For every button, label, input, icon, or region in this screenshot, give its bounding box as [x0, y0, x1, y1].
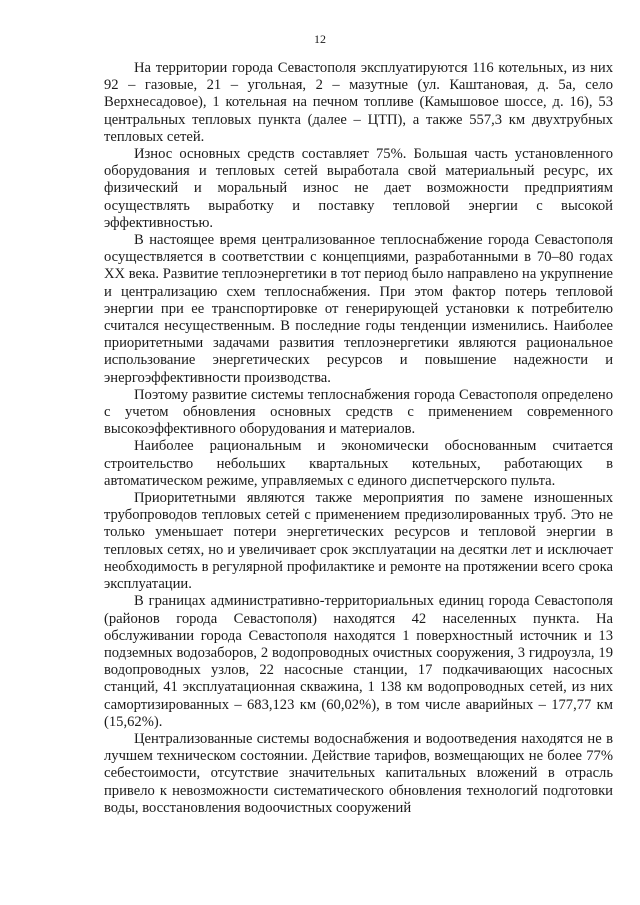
paragraph: На территории города Севастополя эксплуатируются 116 котельных, из них 92 – газовые, 21 – угольная, 2 – мазутные (ул. Каштановая, д. 5а, село Верхнесадовое), 1 котельная на печном топливе (Камышовое шоссе, д. 16), 53 центральных тепловых пункта (далее – ЦТП), а также 557,3 км двухтрубных тепловых сетей.: [104, 60, 613, 145]
paragraph: Наиболее рациональным и экономически обоснованным считается строительство небольших квартальных котельных, работающих в автоматическом режиме, управляемых с единого диспетчерского пульта.: [104, 438, 613, 489]
paragraph: Поэтому развитие системы теплоснабжения города Севастополя определено с учетом обновления основных средств с применением современного высокоэффективного оборудования и материалов.: [104, 386, 613, 438]
body-text: [104, 60, 613, 817]
page-number: 12: [314, 32, 326, 46]
paragraph: Приоритетными являются также мероприятия по замене изношенных трубопроводов тепловых сетей с применением предизолированных труб. Это не только уменьшает потери энергетических ресурсов и тепловой энергии в тепловых сетях, но и увеличивает срок эксплуатации на десятки лет и исключает необходимость в регулярной профилактике и ремонте на протяжении всего срока эксплуатации.: [104, 490, 613, 593]
paragraph: Износ основных средств составляет 75%. Большая часть установленного оборудования и тепловых сетей выработала свой материальный ресурс, их физический и моральный износ не дает возможности предприятиям осуществлять выработку и поставку тепловой энергии с высокой эффективностью.: [104, 146, 613, 231]
paragraph: В настоящее время централизованное теплоснабжение города Севастополя осуществляется в соответствии с концепциями, разработанными в 70–80 годах XX века. Развитие теплоэнергетики в тот период было направлено на укрупнение и централизацию схем теплоснабжения. При этом фактор потерь тепловой энергии при ее транспортировке от генерирующей установки к потребителю считался несущественным. В последние годы тенденции изменились. Наиболее приоритетными задачами развития теплоэнергетики являются рациональное использование энергетических ресурсов и повышение надежности и энергоэффективности производства.: [104, 232, 613, 386]
paragraph: В границах административно-территориальных единиц города Севастополя (районов города Севастополя) находятся 42 населенных пункта. На обслуживании города Севастополя находятся 1 поверхностный источник и 13 подземных водозаборов, 2 водопроводных очистных сооружения, 3 гидроузла, 19 водопроводных узлов, 22 насосные станции, 17 подкачивающих насосных станций, 41 эксплуатационная скважина, 1 138 км водопроводных сетей, из них самортизированных – 683,123 км (60,02%), в том числе аварийных – 177,77 км (15,62%).: [104, 593, 613, 730]
paragraph: Централизованные системы водоснабжения и водоотведения находятся не в лучшем техническом состоянии. Действие тарифов, возмещающих не более 77% себестоимости, отсутствие значительных капитальных вложений в отрасль привело к невозможности систематического обновления технологий подготовки воды, восстановления водоочистных сооружений: [104, 730, 613, 816]
